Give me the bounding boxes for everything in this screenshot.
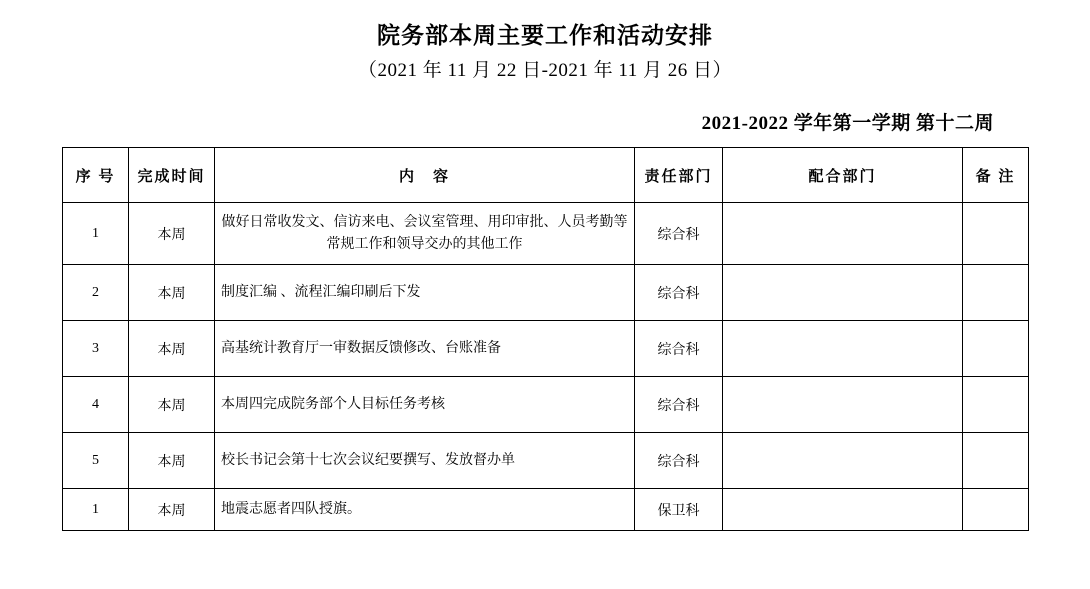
cell-note bbox=[963, 203, 1029, 265]
cell-note bbox=[963, 489, 1029, 531]
table-row bbox=[63, 377, 1029, 433]
cell-time: 本周 bbox=[129, 203, 215, 265]
cell-content: 高基统计教育厅一审数据反馈修改、台账准备 bbox=[215, 321, 635, 377]
cell-dept: 综合科 bbox=[635, 377, 723, 433]
date-range-subtitle: （2021 年 11 月 22 日-2021 年 11 月 26 日） bbox=[358, 59, 732, 81]
header-content: 内 容 bbox=[215, 148, 635, 203]
header-codept: 配合部门 bbox=[723, 148, 963, 203]
cell-seq: 1 bbox=[63, 489, 129, 531]
cell-codept bbox=[723, 265, 963, 321]
table-row bbox=[63, 203, 1029, 265]
table-row bbox=[63, 489, 1029, 531]
cell-codept bbox=[723, 321, 963, 377]
cell-content: 校长书记会第十七次会议纪要撰写、发放督办单 bbox=[215, 433, 635, 489]
cell-codept bbox=[723, 433, 963, 489]
table-header-row bbox=[63, 148, 1029, 203]
schedule-table-wrapper bbox=[0, 147, 1090, 531]
cell-dept: 综合科 bbox=[635, 433, 723, 489]
cell-codept bbox=[723, 489, 963, 531]
cell-note bbox=[963, 265, 1029, 321]
cell-dept: 综合科 bbox=[635, 265, 723, 321]
schedule-table bbox=[62, 147, 1029, 531]
table-row bbox=[63, 321, 1029, 377]
cell-seq: 4 bbox=[63, 377, 129, 433]
header-note: 备 注 bbox=[963, 148, 1029, 203]
page-title: 院务部本周主要工作和活动安排 bbox=[377, 23, 713, 48]
cell-time: 本周 bbox=[129, 265, 215, 321]
cell-dept: 综合科 bbox=[635, 321, 723, 377]
cell-content: 做好日常收发文、信访来电、会议室管理、用印审批、人员考勤等常规工作和领导交办的其他工作 bbox=[215, 203, 635, 265]
cell-codept bbox=[723, 203, 963, 265]
cell-seq: 2 bbox=[63, 265, 129, 321]
term-week-label: 2021-2022 学年第一学期 第十二周 bbox=[701, 113, 994, 135]
cell-codept bbox=[723, 377, 963, 433]
cell-note bbox=[963, 377, 1029, 433]
cell-content: 地震志愿者四队授旗。 bbox=[215, 489, 635, 531]
cell-seq: 5 bbox=[63, 433, 129, 489]
cell-seq: 1 bbox=[63, 203, 129, 265]
table-row bbox=[63, 433, 1029, 489]
cell-note bbox=[963, 321, 1029, 377]
cell-dept: 保卫科 bbox=[635, 489, 723, 531]
cell-time: 本周 bbox=[129, 321, 215, 377]
document-page bbox=[0, 22, 1090, 589]
cell-seq: 3 bbox=[63, 321, 129, 377]
header-time: 完成时间 bbox=[129, 148, 215, 203]
cell-time: 本周 bbox=[129, 489, 215, 531]
cell-time: 本周 bbox=[129, 433, 215, 489]
header-dept: 责任部门 bbox=[635, 148, 723, 203]
cell-content: 制度汇编 、流程汇编印刷后下发 bbox=[215, 265, 635, 321]
header-seq: 序 号 bbox=[63, 148, 129, 203]
cell-dept: 综合科 bbox=[635, 203, 723, 265]
cell-time: 本周 bbox=[129, 377, 215, 433]
cell-note bbox=[963, 433, 1029, 489]
table-row bbox=[63, 265, 1029, 321]
cell-content: 本周四完成院务部个人目标任务考核 bbox=[215, 377, 635, 433]
